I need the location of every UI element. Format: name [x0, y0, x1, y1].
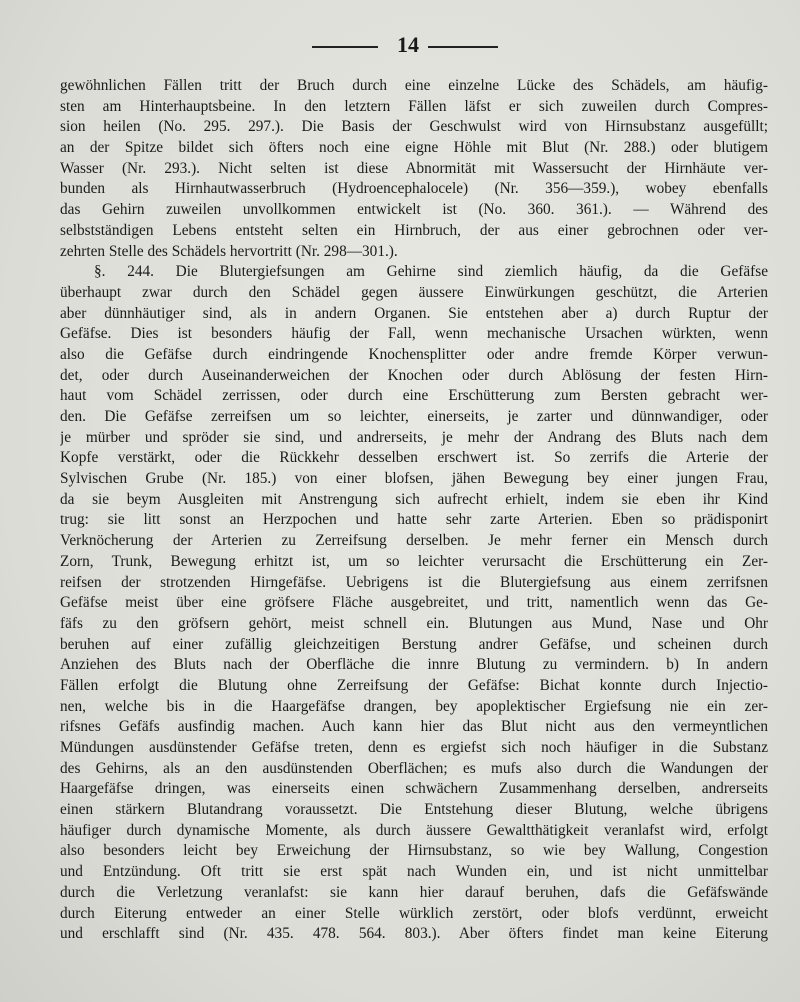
text-line: haut vom Schädel zerrissen, oder durch eine Erschütterung zum Bersten gebracht wer- — [60, 387, 768, 405]
text-line: durch Eiterung entweder an einer Stelle würklich zerstört, oder blofs verdünnt, erweicht — [60, 904, 768, 922]
header-rule-right — [428, 46, 498, 48]
text-line: des Gehirns, als an den ausdünstenden Oberflächen; es mufs also durch die Wandungen der — [60, 759, 768, 777]
body-text — [60, 76, 768, 945]
text-line: selbstständigen Lebens entsteht selten ein Hirnbruch, der aus einer gebrochnen oder ver- — [60, 221, 768, 239]
text-line: aber dünnhäutiger sind, als in andern Organen. Sie entstehen aber a) durch Ruptur der — [60, 304, 768, 322]
text-line: einen stärkern Blutandrang voraussetzt. Die Entstehung dieser Blutung, welche übrigens — [60, 801, 768, 819]
text-line: trug: sie litt sonst an Herzpochen und hatte sehr zarte Arterien. Eben so prädisponirt — [60, 511, 768, 529]
section-start-line: §. 244. Die Blutergiefsungen am Gehirne sind ziemlich häufig, da die Gefäfse — [94, 263, 768, 281]
text-line: sten am Hinterhauptsbeine. In den letztern Fällen läfst er sich zuweilen durch Compres- — [60, 97, 768, 115]
text-line: also die Gefäfse durch eindringende Knochensplitter oder andre fremde Körper verwun- — [60, 345, 768, 363]
text-line: je mürber und spröder sie sind, und andrerseits, je mehr der Andrang des Bluts nach dem — [60, 428, 768, 446]
text-line: überhaupt zwar durch den Schädel gegen äussere Einwürkungen geschützt, die Arterien — [60, 283, 768, 301]
text-line: den. Die Gefäfse zerreifsen um so leichter, einerseits, je zarter und dünnwandiger, oder — [60, 408, 768, 425]
text-line: beruhen auf einer zufällig gleichzeitigen Berstung andrer Gefäfse, und scheinen durch — [60, 635, 768, 653]
text-line: Verknöcherung der Arterien zu Zerreifsung derselben. Je mehr ferner ein Mensch durch — [60, 532, 768, 550]
text-line: Gefäfse meist über eine gröfsere Fläche ausgebreitet, und tritt, namentlich wenn das Ge- — [60, 594, 768, 612]
text-line: Anziehen des Bluts nach der Oberfläche die innre Blutung zu vermindern. b) In andern — [60, 656, 768, 674]
text-line: Fällen erfolgt die Blutung ohne Zerreifsung der Gefäfse: Bichat konnte durch Injectio- — [60, 676, 768, 694]
text-line: gewöhnlichen Fällen tritt der Bruch durch eine einzelne Lücke des Schädels, am häufig- — [60, 77, 768, 94]
page-number: 14 — [397, 32, 419, 57]
text-line: Zorn, Trunk, Bewegung erhitzt ist, um so leichter verursacht die Erschütterung ein Zer- — [60, 552, 768, 570]
text-line: und erschlafft sind (Nr. 435. 478. 564. 803.). Aber öfters findet man keine Eiterung — [60, 925, 768, 943]
text-line: reifsen der strotzenden Hirngefäfse. Uebrigens ist die Blutergiefsung aus einem zerrifsnen — [60, 573, 768, 591]
text-line: durch die Verletzung veranlafst: sie kann hier darauf beruhen, dafs die Gefäfswände — [60, 883, 768, 901]
text-line: det, oder durch Auseinanderweichen der Knochen oder durch Ablösung der festen Hirn- — [60, 366, 768, 384]
text-line: Wasser (Nr. 293.). Nicht selten ist diese Abnormität mit Wassersucht der Hirnhäute ver- — [60, 159, 768, 177]
text-line: sion heilen (No. 295. 297.). Die Basis der Geschwulst wird von Hirnsubstanz ausgefüllt; — [60, 118, 768, 136]
text-line: rifsnes Gefäfs ausfindig machen. Auch kann hier das Blut nicht aus den vermeyntlichen — [60, 718, 768, 736]
text-line: Sylvischen Grube (Nr. 185.) von einer blofsen, jähen Bewegung bey einer jungen Frau, — [60, 470, 768, 488]
text-line: fäfs zu den gröfsern gehört, meist schnell ein. Blutungen aus Mund, Nase und Ohr — [60, 614, 768, 632]
text-line: Haargefäfse dringen, was einerseits einen schwächern Zusammenhang derselben, andrerseits — [60, 780, 768, 798]
text-line: häufiger durch dynamische Momente, als durch äussere Gewaltthätigkeit veranlafst wird, erfolgt — [60, 821, 768, 839]
text-line: da sie beym Ausgleiten mit Anstrengung sich aufrecht erhielt, indem sie eben ihr Kind — [60, 490, 768, 508]
text-line: bunden als Hirnhautwasserbruch (Hydroencephalocele) (Nr. 356—359.), wobey ebenfalls — [60, 180, 768, 198]
text-line: Kopfe verstärkt, oder die Rückkehr desselben erschwert ist. So zerrifs die Arterie der — [60, 449, 768, 467]
text-line: das Gehirn zuweilen unvollkommen entwickelt ist (No. 360. 361.). — Während des — [60, 201, 768, 219]
header-rule-left — [312, 46, 378, 48]
text-line: Mündungen ausdünstender Gefäfse treten, denn es ergiefst sich noch häufiger in die Substanz — [60, 739, 768, 756]
text-line: nen, welche bis in die Haargefäfse drangen, bey apoplektischer Ergiefsung nie ein zer- — [60, 697, 768, 715]
page-header — [0, 30, 800, 60]
text-line: an der Spitze bildet sich öfters noch eine eigne Höhle mit Blut (Nr. 288.) oder blutigem — [60, 139, 768, 157]
paragraph-end-line: zehrten Stelle des Schädels hervortritt (Nr. 298—301.). — [60, 242, 398, 260]
text-line: Gefäfse. Dies ist besonders häufig der Fall, wenn mechanische Ursachen würkten, wenn — [60, 325, 768, 343]
text-line: also besonders leicht bey Erweichung der Hirnsubstanz, so wie bey Wallung, Congestion — [60, 842, 768, 860]
text-line: und Entzündung. Oft tritt sie erst spät nach Wunden ein, und ist nicht unmittelbar — [60, 863, 768, 881]
